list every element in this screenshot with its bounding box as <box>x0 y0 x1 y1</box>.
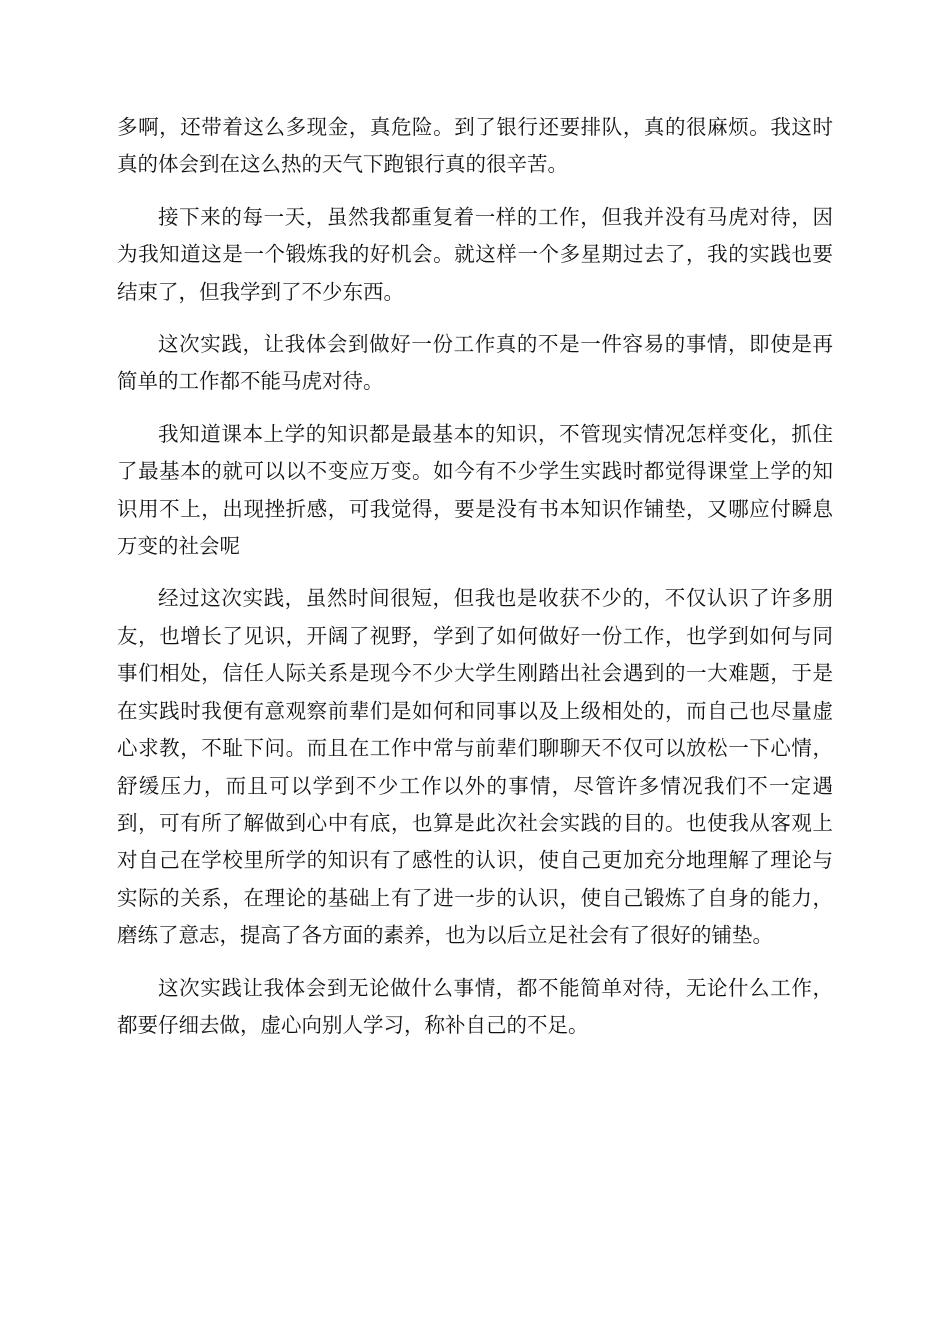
paragraph-gains: 经过这次实践，虽然时间很短，但我也是收获不少的，不仅认识了许多朋友，也增长了见识，开阔了视野，学到了如何做好一份工作，也学到如何与同事们相处，信任人际关系是现今不少大学生刚踏出社会遇到的一大难题，于是在实践时我便有意观察前辈们是如何和同事以及上级相处的，而自己也尽量虚心求教，不耻下问。而且在工作中常与前辈们聊聊天不仅可以放松一下心情，舒缓压力，而且可以学到不少工作以外的事情，尽管许多情况我们不一定遇到，可有所了解做到心中有底，也算是此次社会实践的目的。也使我从客观上对自己在学校里所学的知识有了感性的认识，使自己更加充分地理解了理论与实际的关系，在理论的基础上有了进一步的认识，使自己锻炼了自身的能力，磨练了意志，提高了各方面的素养，也为以后立足社会有了很好的铺垫。 <box>117 586 833 948</box>
paragraph-textbook-knowledge: 我知道课本上学的知识都是最基本的知识，不管现实情况怎样变化，抓住了最基本的就可以以不变应万变。如今有不少学生实践时都觉得课堂上学的知识用不上，出现挫折感，可我觉得，要是没有书本知识作铺垫，又哪应付瞬息万变的社会呢 <box>117 421 833 559</box>
paragraph-continuation: 多啊，还带着这么多现金，真危险。到了银行还要排队，真的很麻烦。我这时真的体会到在这么热的天气下跑银行真的很辛苦。 <box>117 115 833 177</box>
paragraph-daily-work: 接下来的每一天，虽然我都重复着一样的工作，但我并没有马虎对待，因为我知道这是一个锻炼我的好机会。就这样一个多星期过去了，我的实践也要结束了，但我学到了不少东西。 <box>117 204 833 304</box>
document-page <box>117 109 833 1059</box>
paragraph-practice-lesson: 这次实践，让我体会到做好一份工作真的不是一件容易的事情，即使是再简单的工作都不能马虎对待。 <box>117 332 833 394</box>
paragraph-conclusion: 这次实践让我体会到无论做什么事情，都不能简单对待，无论什么工作，都要仔细去做，虚心向别人学习，称补自己的不足。 <box>117 975 833 1037</box>
